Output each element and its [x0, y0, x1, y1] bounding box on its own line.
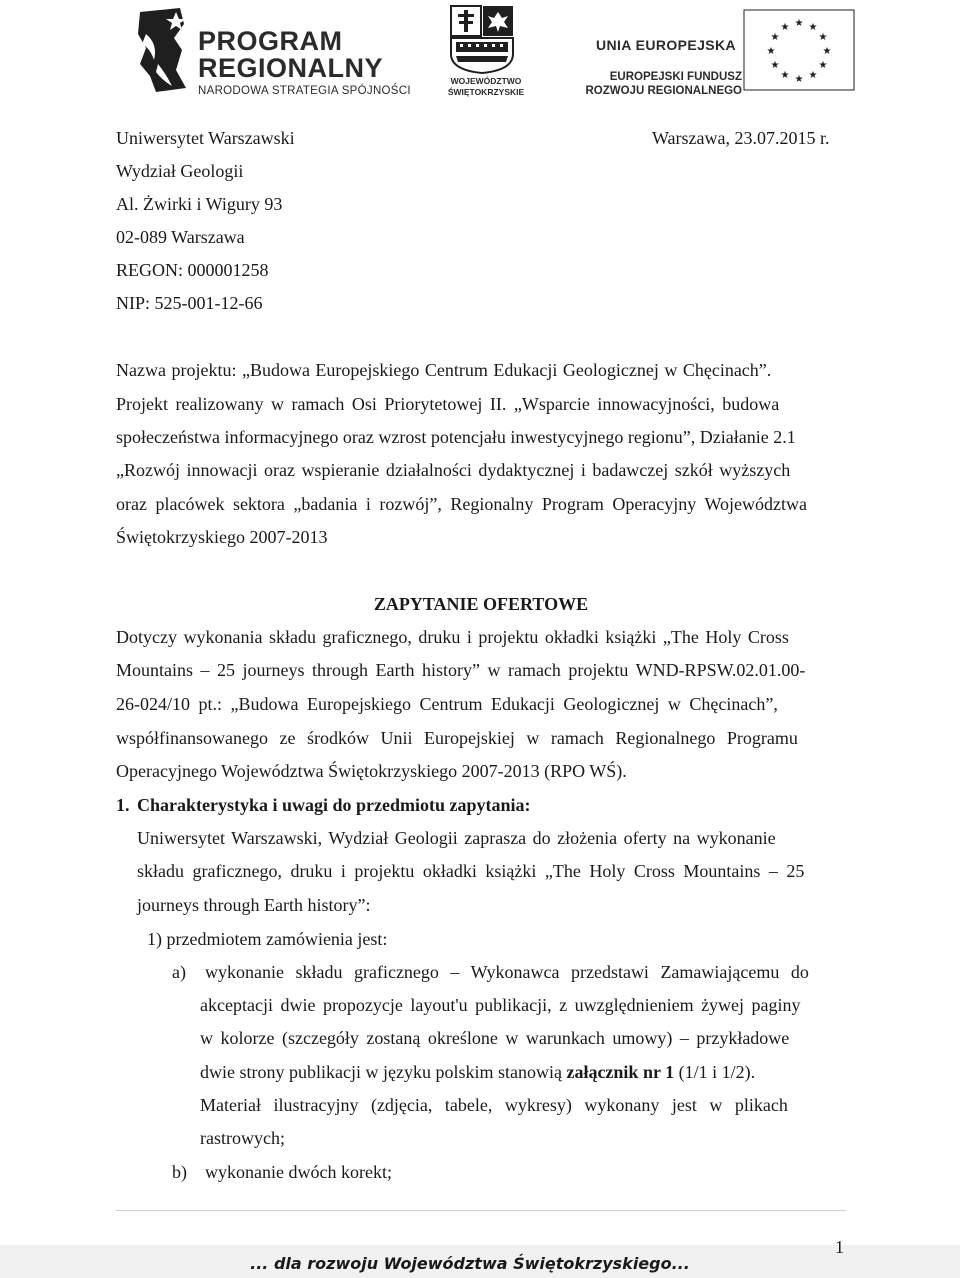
unia-europejska-logo: [566, 4, 866, 100]
place-date: Warszawa, 23.07.2015 r.: [652, 128, 830, 148]
attachment-reference: załącznik nr 1: [566, 1062, 675, 1082]
sender-city: 02-089 Warszawa: [116, 227, 245, 247]
item-b-line-1: wykonanie dwóch korekt;: [205, 1162, 392, 1182]
svg-text:★: ★: [822, 46, 832, 57]
sender-name: Uniwersytet Warszawski: [116, 128, 295, 148]
svg-text:★: ★: [770, 32, 780, 43]
project-line-6: Świętokrzyskiego 2007-2013: [116, 527, 328, 547]
project-line-3: społeczeństwa informacyjnego oraz wzrost potencjału inwestycyjnego regionu”, Działanie 2.1: [116, 427, 796, 447]
svg-text:★: ★: [794, 74, 804, 85]
item-a-line-2: akceptacji dwie propozycje layout'u publikacji, z uwzględnieniem żywej paginy: [200, 995, 801, 1015]
project-line-4: „Rozwój innowacji oraz wspieranie działalności dydaktycznej i badawczej szkół wyższych: [116, 460, 791, 480]
logo-ue-line3: ROZWOJU REGIONALNEGO: [585, 85, 742, 97]
section-1-intro-2: składu graficznego, druku i projektu okładki książki „The Holy Cross Mountains – 25: [137, 861, 805, 881]
logo-ue-line2: EUROPEJSKI FUNDUSZ: [609, 71, 742, 83]
section-1-heading: Charakterystyka i uwagi do przedmiotu zapytania:: [137, 795, 531, 815]
program-regionalny-logo: [136, 4, 416, 100]
list-item-1: 1) przedmiotem zamówienia jest:: [147, 929, 388, 949]
item-a-line-6: rastrowych;: [200, 1128, 285, 1148]
logo-program-line1: PROGRAM: [198, 26, 343, 56]
subject-line-3: 26-024/10 pt.: „Budowa Europejskiego Centrum Edukacji Geologicznej w Chęcinach”,: [116, 694, 778, 714]
svg-text:★: ★: [766, 46, 776, 57]
logo-woj-line2: ŚWIĘTOKRZYSKIE: [447, 87, 525, 97]
eu-flag-icon: [742, 4, 862, 96]
section-1-intro-1: Uniwersytet Warszawski, Wydział Geologii zaprasza do złożenia oferty na wykonanie: [137, 828, 776, 848]
section-1-number: 1.: [116, 795, 130, 815]
sender-street: Al. Żwirki i Wigury 93: [116, 194, 283, 214]
list-marker-b: b): [172, 1162, 187, 1182]
document-title: ZAPYTANIE OFERTOWE: [373, 594, 589, 614]
svg-text:★: ★: [780, 22, 790, 33]
svg-text:★: ★: [808, 22, 818, 33]
svg-text:★: ★: [780, 70, 790, 81]
item-a-line-5: Materiał ilustracyjny (zdjęcia, tabele, wykresy) wykonany jest w plikach: [200, 1095, 788, 1115]
item-a-line-1: wykonanie składu graficznego – Wykonawca przedstawi Zamawiającemu do: [205, 962, 809, 982]
logo-woj-line1: WOJEWÓDZTWO: [450, 76, 522, 86]
subject-line-2: Mountains – 25 journeys through Earth history” w ramach projektu WND-RPSW.02.01.00-: [116, 660, 806, 680]
sender-dept: Wydział Geologii: [116, 161, 244, 181]
section-1-intro-3: journeys through Earth history”:: [137, 895, 371, 915]
wojewodztwo-swietokrzyskie-logo: [438, 4, 534, 100]
svg-text:★: ★: [808, 70, 818, 81]
program-regionalny-emblem-icon: [136, 4, 196, 96]
subject-line-5: Operacyjnego Województwa Świętokrzyskiego 2007-2013 (RPO WŚ).: [116, 761, 627, 781]
item-a-line-3: w kolorze (szczegóły zostaną określone w warunkach umowy) – przykładowe: [200, 1028, 790, 1048]
footer-slogan: ... dla rozwoju Województwa Świętokrzyskiego...: [250, 1254, 690, 1273]
svg-text:★: ★: [818, 60, 828, 71]
page-number: 1: [835, 1237, 844, 1257]
subject-line-4: współfinansowanego ze środków Unii Europejskiej w ramach Regionalnego Programu: [116, 728, 798, 748]
logo-program-line2: REGIONALNY: [198, 53, 384, 83]
item-a-line-4: [200, 1063, 755, 1081]
item-a-line-4-text: dwie strony publikacji w języku polskim stanowią: [200, 1062, 567, 1082]
svg-text:★: ★: [818, 32, 828, 43]
logo-program-line3: NARODOWA STRATEGIA SPÓJNOŚCI: [198, 85, 411, 97]
svg-text:★: ★: [770, 60, 780, 71]
list-marker-a: a): [172, 962, 186, 982]
sender-regon: REGON: 000001258: [116, 260, 269, 280]
project-line-2: Projekt realizowany w ramach Osi Priorytetowej II. „Wsparcie innowacyjności, budowa: [116, 394, 780, 414]
svg-text:★: ★: [794, 18, 804, 29]
logo-ue-line1: UNIA EUROPEJSKA: [596, 37, 737, 53]
footer-divider: [116, 1210, 846, 1211]
sender-nip: NIP: 525-001-12-66: [116, 293, 263, 313]
project-line-5: oraz placówek sektora „badania i rozwój”, Regionalny Program Operacyjny Województwa: [116, 494, 807, 514]
item-a-line-4-suffix: (1/1 i 1/2).: [674, 1062, 756, 1082]
subject-line-1: Dotyczy wykonania składu graficznego, druku i projektu okładki książki „The Holy Cross: [116, 627, 789, 647]
project-line-1: Nazwa projektu: „Budowa Europejskiego Centrum Edukacji Geologicznej w Chęcinach”.: [116, 360, 772, 380]
coat-of-arms-icon: [450, 4, 522, 74]
